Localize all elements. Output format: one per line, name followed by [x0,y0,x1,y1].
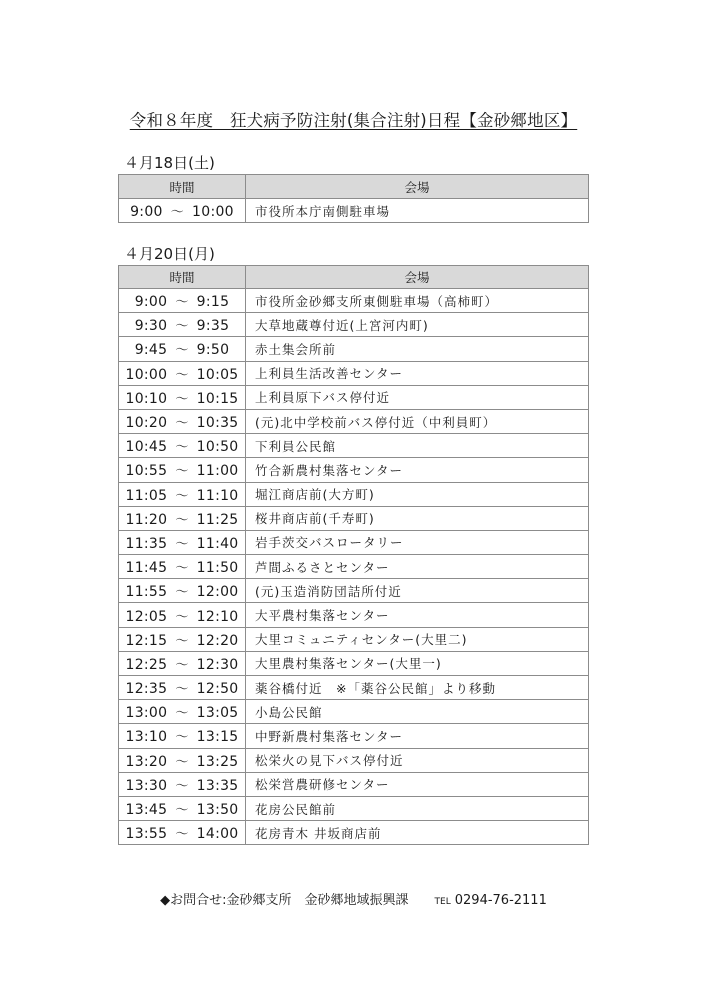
table-row [119,313,589,337]
table-row [119,724,589,748]
range-separator: ～ [175,657,189,673]
table-row [119,700,589,724]
end-time: 10:00 [192,204,234,220]
start-time: 11:20 [125,511,168,528]
range-separator: ～ [175,416,189,432]
range-separator: ～ [175,730,189,746]
time-cell [119,676,246,700]
table-row [119,434,589,458]
range-separator: ～ [175,682,189,698]
range-separator: ～ [175,561,189,577]
end-time: 13:05 [196,705,239,722]
time-cell [119,603,246,627]
start-time: 13:30 [125,777,168,794]
start-time: 12:15 [125,632,168,649]
end-time: 12:00 [196,584,239,601]
time-cell [119,361,246,385]
start-time: 11:05 [125,487,168,504]
table-header-row [119,266,589,289]
range-separator: ～ [175,440,189,456]
time-cell [119,482,246,506]
end-time: 10:35 [196,415,239,432]
venue-cell: 松栄火の見下バス停付近 [246,748,589,772]
table-row [119,676,589,700]
start-time: 13:00 [125,705,168,722]
end-time: 10:50 [196,439,239,456]
table-row [119,409,589,433]
venue-cell: 大里農村集落センター(大里一) [246,651,589,675]
venue-cell: (元)北中学校前バス停付近（中利員町） [246,409,589,433]
schedule-table-2 [118,265,589,845]
start-time: 11:35 [125,535,168,552]
range-separator: ～ [175,343,189,359]
venue-cell: (元)玉造消防団詰所付近 [246,579,589,603]
end-time: 10:15 [196,390,239,407]
end-time: 13:15 [196,729,239,746]
end-time: 13:50 [196,802,239,819]
range-separator: ～ [175,488,189,504]
table-row [119,627,589,651]
end-time: 9:15 [196,294,230,311]
time-cell [119,796,246,820]
time-cell [119,651,246,675]
table-row [119,555,589,579]
venue-cell: 竹合新農村集落センター [246,458,589,482]
contact-text: ◆お問合せ:金砂郷支所 金砂郷地域振興課 [160,893,409,908]
header-time: 時間 [119,175,246,199]
table-row [119,772,589,796]
venue-cell: 芦間ふるさとセンター [246,555,589,579]
time-cell [119,458,246,482]
time-cell [119,199,246,223]
start-time: 12:35 [125,681,168,698]
range-separator: ～ [175,536,189,552]
start-time: 13:55 [125,826,168,843]
start-time: 9:00 [134,294,168,311]
table-row [119,289,589,313]
venue-cell: 花房青木 井坂商店前 [246,821,589,845]
time-cell [119,772,246,796]
venue-cell: 市役所本庁南側駐車場 [246,199,589,223]
venue-cell: 薬谷橋付近 ※「薬谷公民館」より移動 [246,676,589,700]
start-time: 13:20 [125,753,168,770]
end-time: 13:25 [196,753,239,770]
range-separator: ～ [175,706,189,722]
schedule-table-1 [118,174,589,223]
range-separator: ～ [175,367,189,383]
venue-cell: 大平農村集落センター [246,603,589,627]
venue-cell: 松栄営農研修センター [246,772,589,796]
range-separator: ～ [175,609,189,625]
start-time: 12:05 [125,608,168,625]
range-separator: ～ [175,464,189,480]
range-separator: ～ [175,778,189,794]
range-separator: ～ [175,391,189,407]
end-time: 11:00 [196,463,239,480]
venue-cell: 中野新農村集落センター [246,724,589,748]
venue-cell: 堀江商店前(大方町) [246,482,589,506]
table-row [119,482,589,506]
table-row [119,821,589,845]
table-row [119,748,589,772]
range-separator: ～ [175,512,189,528]
range-separator: ～ [175,319,189,335]
range-separator: ～ [175,585,189,601]
time-cell [119,579,246,603]
venue-cell: 小島公民館 [246,700,589,724]
end-time: 13:35 [196,777,239,794]
range-separator: ～ [175,295,189,311]
venue-cell: 上利員生活改善センター [246,361,589,385]
table-header-row [119,175,589,199]
start-time: 9:30 [134,318,168,335]
venue-cell: 大里コミュニティセンター(大里二) [246,627,589,651]
time-cell [119,555,246,579]
table-row [119,651,589,675]
phone [435,893,547,908]
time-cell [119,724,246,748]
time-cell [119,748,246,772]
end-time: 11:10 [196,487,239,504]
range-separator: ～ [175,754,189,770]
tel-icon: TEL [434,897,451,907]
end-time: 12:30 [196,656,239,673]
table-row [119,506,589,530]
venue-cell: 市役所金砂郷支所東側駐車場（高柿町） [246,289,589,313]
document-title: 令和８年度 狂犬病予防注射(集合注射)日程【金砂郷地区】 [129,111,578,130]
start-time: 9:00 [130,204,163,220]
start-time: 13:10 [125,729,168,746]
range-separator: ～ [175,803,189,819]
venue-cell: 花房公民館前 [246,796,589,820]
start-time: 11:55 [125,584,168,601]
range-separator: ～ [175,633,189,649]
end-time: 11:25 [196,511,239,528]
range-separator: ～ [175,827,189,843]
venue-cell: 下利員公民館 [246,434,589,458]
venue-cell: 赤土集会所前 [246,337,589,361]
start-time: 12:25 [125,656,168,673]
table-row [119,199,589,223]
venue-cell: 桜井商店前(千寿町) [246,506,589,530]
venue-cell: 上利員原下バス停付近 [246,385,589,409]
header-venue: 会場 [246,266,589,289]
time-cell [119,313,246,337]
table-row [119,530,589,554]
time-cell [119,506,246,530]
end-time: 9:50 [196,342,230,359]
venue-cell: 大草地蔵尊付近(上宮河内町) [246,313,589,337]
end-time: 12:20 [196,632,239,649]
table-row [119,385,589,409]
time-cell [119,821,246,845]
schedule-date-2: ４月20日(月) [124,245,215,263]
start-time: 10:55 [125,463,168,480]
table-row [119,361,589,385]
end-time: 11:50 [196,560,239,577]
start-time: 11:45 [125,560,168,577]
end-time: 9:35 [196,318,230,335]
time-cell [119,434,246,458]
table-row [119,796,589,820]
start-time: 10:45 [125,439,168,456]
table-row [119,458,589,482]
start-time: 9:45 [134,342,168,359]
end-time: 12:50 [196,681,239,698]
table-row [119,603,589,627]
end-time: 14:00 [196,826,239,843]
start-time: 10:10 [125,390,168,407]
end-time: 11:40 [196,535,239,552]
phone-number: 0294-76-2111 [454,893,547,908]
time-cell [119,289,246,313]
start-time: 10:20 [125,415,168,432]
range-separator: ～ [170,205,185,220]
time-cell [119,530,246,554]
time-cell [119,409,246,433]
time-cell [119,385,246,409]
time-cell [119,700,246,724]
schedule-date-1: ４月18日(土) [124,154,215,172]
time-cell [119,627,246,651]
end-time: 10:05 [196,366,239,383]
venue-cell: 岩手茨交バスロータリー [246,530,589,554]
start-time: 13:45 [125,802,168,819]
time-cell [119,337,246,361]
start-time: 10:00 [125,366,168,383]
contact-footer [0,889,707,908]
end-time: 12:10 [196,608,239,625]
header-venue: 会場 [246,175,589,199]
table-row [119,337,589,361]
table-row [119,579,589,603]
header-time: 時間 [119,266,246,289]
